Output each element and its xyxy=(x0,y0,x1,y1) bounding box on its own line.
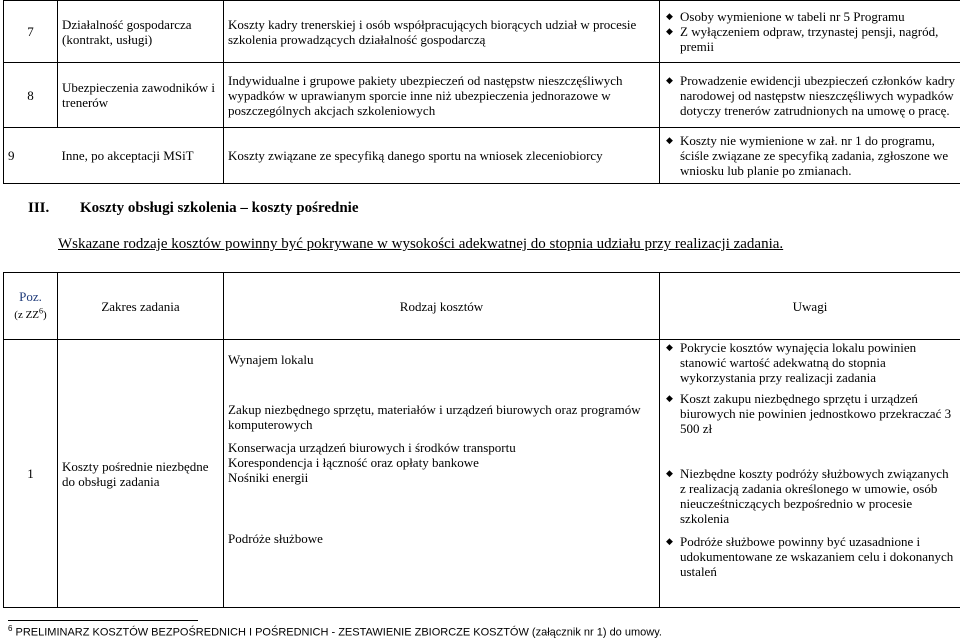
cost-item: Wynajem lokalu xyxy=(228,352,314,367)
footnote-text: PRELIMINARZ KOSZTÓW BEZPOŚREDNICH I POŚREDNICH - ZESTAWIENIE ZBIORCZE KOSZTÓW (załącznik nr 1) do umowy. xyxy=(12,626,662,639)
task-scope: Koszty pośrednie niezbędne do obsługi zadania xyxy=(58,340,224,608)
table-header xyxy=(4,273,960,340)
remark-item: ◆ Koszt zakupu niezbędnego sprzętu i urządzeń biurowych nie powinien jednostkowo przekraczać 3 500 zł xyxy=(680,391,956,436)
task-scope: Działalność gospodarcza (kontrakt, usługi) xyxy=(58,1,224,63)
remark-item: ◆ Niezbędne koszty podróży służbowych związanych z realizacją zadania określonego w umowie, osób nieucześtniczących bezpośrednio w procesie szkolenia xyxy=(680,466,956,526)
table-row xyxy=(4,63,960,128)
table-row xyxy=(4,340,960,608)
header-poz-close: ) xyxy=(43,309,47,322)
footnote-number: 6 xyxy=(8,624,13,633)
remark-item: ◆ Z wyłączeniem odpraw, trzynastej pensji, nagród, premii xyxy=(680,24,956,54)
remark-item: ◆ Pokrycie kosztów wynajęcia lokalu powinien stanowić wartość adekwatną do stopnia wykorzystania przy realizacji zadania xyxy=(680,340,956,385)
row-number: 7 xyxy=(4,1,58,63)
header-position xyxy=(4,273,58,340)
remark-item: ◆ Koszty nie wymienione w zał. nr 1 do programu, ściśle związane ze specyfiką zadania, zgłoszone we wniosku lub planie po zmianach. xyxy=(680,133,956,178)
table-row xyxy=(4,128,960,184)
cost-item: Nośniki energii xyxy=(228,470,309,485)
footnote-marker: 6 xyxy=(39,306,44,316)
cost-item: Konserwacja urządzeń biurowych i środków transportu xyxy=(228,440,516,455)
header-poz-label: Poz. xyxy=(19,288,42,304)
remarks xyxy=(660,1,960,63)
cost-type-list xyxy=(224,340,660,608)
remark-item: ◆ Osoby wymienione w tabeli nr 5 Programu xyxy=(680,9,956,24)
footnote xyxy=(8,624,662,639)
cost-type: Koszty kadry trenerskiej i osób współpracujących biorących udział w procesie szkolenia prowadzących działalność gospodarczą xyxy=(224,1,660,63)
cost-item: Korespondencja i łączność oraz opłaty bankowe xyxy=(228,455,479,470)
row-number: 8 xyxy=(4,63,58,128)
cost-item: Podróże służbowe xyxy=(228,531,323,546)
section-number: III. xyxy=(28,200,50,216)
header-poz-ref xyxy=(14,306,47,322)
section-note: Wskazane rodzaje kosztów powinny być pokrywane w wysokości adekwatnej do stopnia udziału przy realizacji zadania. xyxy=(58,236,784,252)
task-scope: Ubezpieczenia zawodników i trenerów xyxy=(58,63,224,128)
remark-item: ◆ Prowadzenie ewidencji ubezpieczeń członków kadry narodowej od następstw nieszczęśliwych wypadków dotyczy trenerów zatrudnionych na umowę o pracę. xyxy=(680,73,956,118)
header-scope: Zakres zadania xyxy=(58,273,224,340)
remarks xyxy=(660,63,960,128)
cost-item: Zakup niezbędnego sprzętu, materiałów i urządzeń biurowych oraz programów komputerowych xyxy=(228,402,641,432)
section-title: Koszty obsługi szkolenia – koszty pośrednie xyxy=(80,200,359,216)
row-number: 9 xyxy=(4,128,58,184)
header-poz-ref-text: (z ZZ xyxy=(14,309,40,322)
footnote-separator xyxy=(8,620,198,621)
section-heading xyxy=(28,200,359,217)
remarks xyxy=(660,340,960,608)
cost-type: Indywidualne i grupowe pakiety ubezpieczeń od następstw nieszczęśliwych wypadków w uprawianym sporcie inne niż ubezpieczenia jednorazowe w poszczególnych akcjach szkoleniowych xyxy=(224,63,660,128)
header-remarks: Uwagi xyxy=(660,273,960,340)
remarks xyxy=(660,128,960,184)
remark-item: ◆ Podróże służbowe powinny być uzasadnione i udokumentowane ze wskazaniem celu i dokonanych ustaleń xyxy=(680,534,956,579)
cost-type: Koszty związane ze specyfiką danego sportu na wniosek zleceniobiorcy xyxy=(224,128,660,184)
direct-costs-table xyxy=(3,0,960,184)
indirect-costs-table xyxy=(3,272,960,608)
table-row xyxy=(4,1,960,63)
row-number: 1 xyxy=(4,340,58,608)
task-scope: Inne, po akceptacji MSiT xyxy=(58,128,224,184)
header-cost-type: Rodzaj kosztów xyxy=(224,273,660,340)
